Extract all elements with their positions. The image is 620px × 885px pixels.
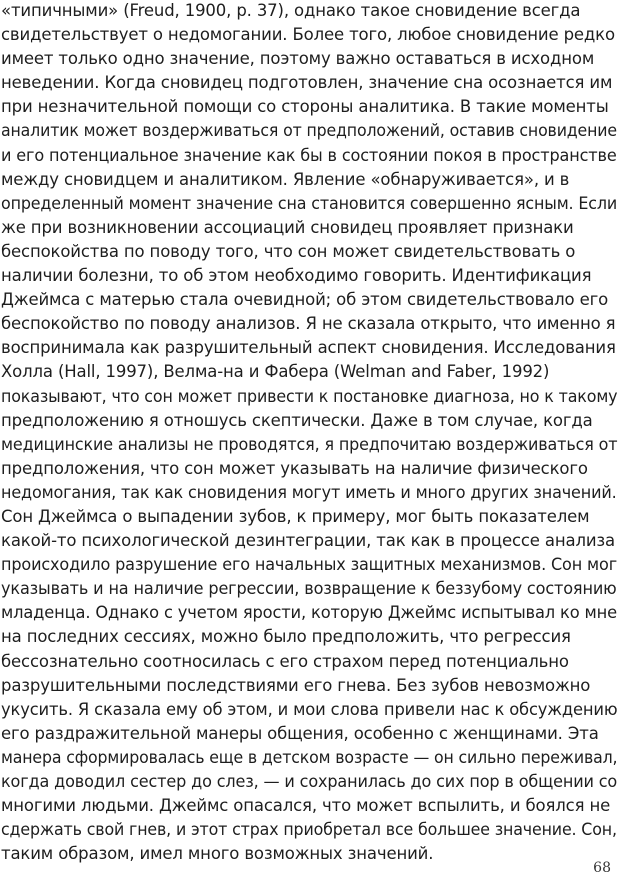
- text-line: какой-то психологической дезинтеграции, так как в процессе анализа: [1, 531, 616, 551]
- text-line: свидетельствует о недомогании. Более того, любое сновидение редко: [1, 25, 615, 45]
- text-line: медицинские анализы не проводятся, я предпочитаю воздерживаться от: [1, 434, 618, 454]
- text-line: укусить. Я сказала ему об этом, и мои слова привели нас к обсуждению: [1, 699, 618, 719]
- text-line: беспокойства по поводу того, что сон может свидетельствовать о: [1, 241, 576, 261]
- text-line: Джеймса с матерью стала очевидной; об этом свидетельствовало его: [1, 290, 609, 310]
- text-line: определенный момент значение сна становится совершенно ясным. Если: [1, 193, 618, 213]
- text-line: показывают, что сон может привести к постановке диагноза, но к такому: [1, 386, 618, 406]
- page-number: 68: [593, 860, 611, 876]
- text-line: недомогания, так как сновидения могут иметь и много других значений.: [1, 482, 617, 502]
- text-line: неведении. Когда сновидец подготовлен, значение сна осознается им: [1, 73, 613, 93]
- text-line: имеет только одно значение, поэтому важно оставаться в исходном: [1, 49, 595, 69]
- text-line: разрушительными последствиями его гнева. Без зубов невозможно: [1, 675, 591, 695]
- text-line: таким образом, имел много возможных значений.: [1, 844, 434, 864]
- text-line: указывать и на наличие регрессии, возвращение к беззубому состоянию: [1, 579, 617, 599]
- text-line: манера сформировалась еще в детском возрасте — он сильно переживал,: [1, 747, 618, 767]
- body-paragraph: [1, 0, 619, 866]
- text-line: и его потенциальное значение как бы в состоянии покоя в пространстве: [1, 145, 617, 165]
- text-line: происходило разрушение его начальных защитных механизмов. Сон мог: [1, 555, 617, 575]
- text-line: между сновидцем и аналитиком. Явление «обнаруживается», и в: [1, 169, 570, 189]
- text-line: когда доводил сестер до слез, — и сохранилась до сих пор в общении со: [1, 772, 618, 791]
- text-line: «типичными» (Freud, 1900, p. 37), однако такое сновидение всегда: [1, 1, 581, 20]
- text-line: многими людьми. Джеймс опасался, что может вспылить, и боялся не: [1, 796, 611, 816]
- text-line: бессознательно соотносилась с его страхом перед потенциально: [1, 651, 569, 671]
- text-line: при незначительной помощи со стороны аналитика. В такие моменты: [1, 97, 609, 117]
- text-line: воспринимала как разрушительный аспект сновидения. Исследования: [1, 338, 616, 358]
- text-line: предположению я отношусь скептически. Даже в том случае, когда: [1, 410, 593, 430]
- text-line: же при возникновении ассоциаций сновидец проявляет признаки: [1, 217, 574, 237]
- text-line: на последних сессиях, можно было предположить, что регрессия: [1, 627, 571, 647]
- text-line: предположения, что сон может указывать на наличие физического: [1, 458, 588, 478]
- text-line: сдержать свой гнев, и этот страх приобретал все большее значение. Сон,: [1, 820, 617, 840]
- text-line: наличии болезни, то об этом необходимо говорить. Идентификация: [1, 266, 592, 286]
- text-line: его раздражительной манеры общения, особенно с женщинами. Эта: [1, 723, 599, 743]
- text-line: младенца. Однако с учетом ярости, которую Джеймс испытывал ко мне: [1, 603, 618, 623]
- text-line: Сон Джеймса о выпадении зубов, к примеру, мог быть показателем: [1, 506, 590, 526]
- text-line: аналитик может воздерживаться от предположений, оставив сновидение: [1, 121, 617, 141]
- text-line: беспокойство по поводу анализов. Я не сказала открыто, что именно я: [1, 314, 616, 334]
- text-line: Холла (Hall, 1997), Велма-на и Фабера (Welman and Faber, 1992): [1, 362, 550, 382]
